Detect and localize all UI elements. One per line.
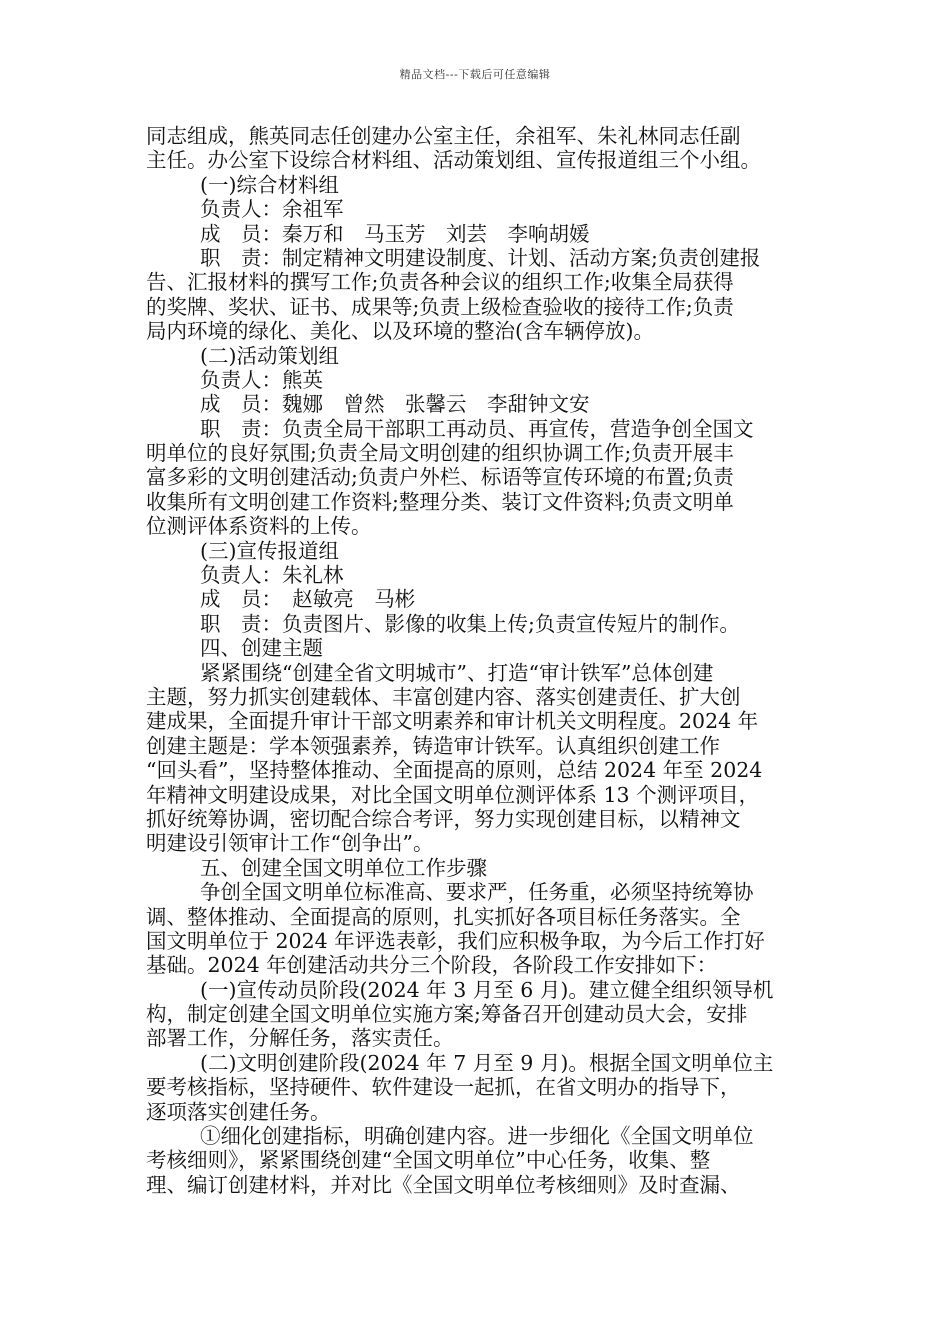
text-line: ①细化创建指标，明确创建内容。进一步细化《全国文明单位 [200, 1124, 754, 1149]
text-line: 职 责：负责图片、影像的收集上传;负责宣传短片的制作。 [200, 611, 740, 636]
text-line: 位测评体系资料的上传。 [146, 514, 372, 539]
text-line: 争创全国文明单位标准高、要求严，任务重，必须坚持统筹协 [200, 880, 754, 905]
text-line: 抓好统筹协调，密切配合综合考评，努力实现创建目标，以精神文 [146, 806, 741, 831]
text-line: 构，制定创建全国文明单位实施方案;筹备召开创建动员大会，安排 [146, 1002, 748, 1027]
text-line: “回头看”，坚持整体推动、全面提高的原则，总结 2024 年至 2024 [146, 758, 763, 783]
text-line: 主题，努力抓实创建载体、丰富创建内容、落实创建责任、扩大创 [146, 684, 741, 709]
text-line: (一)综合材料组 [200, 172, 339, 197]
text-line: 创建主题是：学本领强素养，铸造审计铁军。认真组织创建工作 [146, 733, 720, 758]
text-line: 负责人：熊英 [200, 367, 323, 392]
text-line: 紧紧围绕“创建全省文明城市”、打造“审计铁军”总体创建 [200, 660, 714, 685]
text-line: 调、整体推动、全面提高的原则，扎实抓好各项目标任务落实。全 [146, 904, 741, 929]
text-line: 成 员：秦万和 马玉芳 刘芸 李响胡媛 [200, 221, 590, 246]
text-line: 国文明单位于 2024 年评选表彰，我们应积极争取，为今后工作打好 [146, 928, 765, 953]
text-line: 四、创建主题 [200, 636, 323, 661]
text-line: 明建设引领审计工作“创争出”。 [146, 831, 434, 856]
text-line: 的奖牌、奖状、证书、成果等;负责上级检查验收的接待工作;负责 [146, 294, 734, 319]
text-line: 局内环境的绿化、美化、以及环境的整治(含车辆停放)。 [146, 319, 654, 344]
text-line: 告、汇报材料的撰写工作;负责各种会议的组织工作;收集全局获得 [146, 270, 734, 295]
text-line: 成 员：魏娜 曾然 张馨云 李甜钟文安 [200, 392, 590, 417]
text-line: 负责人：朱礼林 [200, 563, 344, 588]
text-line: 五、创建全国文明单位工作步骤 [200, 855, 487, 880]
text-line: 基础。2024 年创建活动共分三个阶段，各阶段工作安排如下： [146, 953, 718, 978]
text-line: (二)活动策划组 [200, 343, 339, 368]
text-line: 富多彩的文明创建活动;负责户外栏、标语等宣传环境的布置;负责 [146, 465, 734, 490]
text-line: (一)宣传动员阶段(2024 年 3 月至 6 月)。建立健全组织领导机 [200, 977, 774, 1002]
text-line: 成 员： 赵敏亮 马彬 [200, 587, 416, 612]
text-line: 职 责：负责全局干部职工再动员、再宣传，营造争创全国文 [200, 416, 754, 441]
text-line: 年精神文明建设成果，对比全国文明单位测评体系 13 个测评项目， [146, 782, 760, 807]
text-line: 考核细则》，紧紧围绕创建“全国文明单位”中心任务，收集、整 [146, 1148, 711, 1173]
text-line: 建成果，全面提升审计干部文明素养和审计机关文明程度。2024 年 [146, 709, 759, 734]
header-note: 精品文档---下载后可任意编辑 [399, 68, 551, 81]
text-line: 要考核指标，坚持硬件、软件建设一起抓，在省文明办的指导下， [146, 1075, 741, 1100]
text-line: 同志组成，熊英同志任创建办公室主任，余祖军、朱礼林同志任副 [146, 124, 741, 148]
text-line: (三)宣传报道组 [200, 538, 339, 563]
text-line: 理、编订创建材料，并对比《全国文明单位考核细则》及时查漏、 [146, 1172, 741, 1197]
text-line: (二)文明创建阶段(2024 年 7 月至 9 月)。根据全国文明单位主 [200, 1050, 774, 1075]
document-body [146, 124, 806, 1197]
text-line: 收集所有文明创建工作资料;整理分类、装订文件资料;负责文明单 [146, 489, 734, 514]
text-line: 职 责：制定精神文明建设制度、计划、活动方案;负责创建报 [200, 245, 761, 270]
text-line: 部署工作，分解任务，落实责任。 [146, 1026, 454, 1051]
text-line: 逐项落实创建任务。 [146, 1099, 331, 1124]
text-line: 明单位的良好氛围;负责全局文明创建的组织协调工作;负责开展丰 [146, 441, 734, 466]
text-line: 主任。办公室下设综合材料组、活动策划组、宣传报道组三个小组。 [146, 148, 761, 173]
text-line: 负责人：余祖军 [200, 197, 344, 222]
